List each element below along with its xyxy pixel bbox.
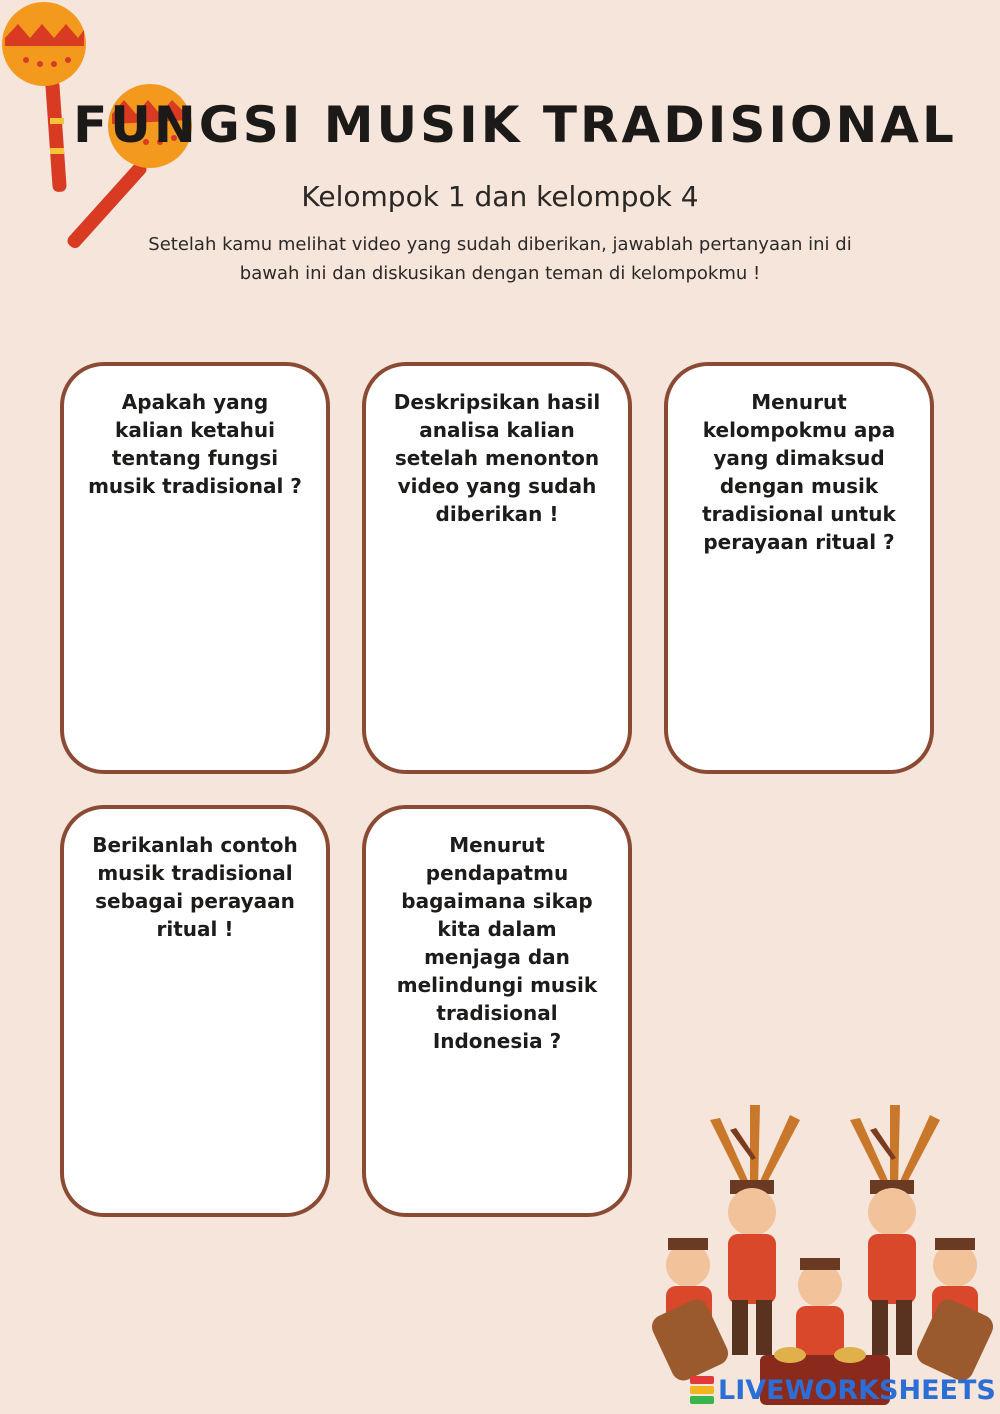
question-card-5[interactable] (362, 805, 632, 1217)
traditional-musicians-illustration (650, 1100, 1000, 1414)
liveworksheets-logo-icon (690, 1376, 714, 1404)
instruction-text: Setelah kamu melihat video yang sudah diberikan, jawablah pertanyaan ini di bawah ini dan diskusikan dengan teman di kelompokmu ! (148, 234, 852, 284)
question-text: Berikanlah contoh musik tradisional sebagai perayaan ritual ! (92, 833, 298, 941)
question-card-2[interactable] (362, 362, 632, 774)
liveworksheets-brand[interactable] (690, 1372, 996, 1408)
question-card-1[interactable] (60, 362, 330, 774)
question-card-3[interactable] (664, 362, 934, 774)
brand-text: LIVEWORKSHEETS (718, 1374, 996, 1406)
page-title: FUNGSI MUSIK TRADISIONAL (73, 96, 957, 154)
question-text: Menurut kelompokmu apa yang dimaksud dengan musik tradisional untuk perayaan ritual ? (702, 390, 896, 554)
question-text: Apakah yang kalian ketahui tentang fungsi musik tradisional ? (88, 390, 302, 498)
question-text: Menurut pendapatmu bagaimana sikap kita dalam menjaga dan melindungi musik tradisional Indonesia ? (396, 833, 598, 1053)
question-card-4[interactable] (60, 805, 330, 1217)
question-text: Deskripsikan hasil analisa kalian setelah menonton video yang sudah diberikan ! (393, 390, 601, 526)
group-subtitle: Kelompok 1 dan kelompok 4 (301, 180, 699, 213)
